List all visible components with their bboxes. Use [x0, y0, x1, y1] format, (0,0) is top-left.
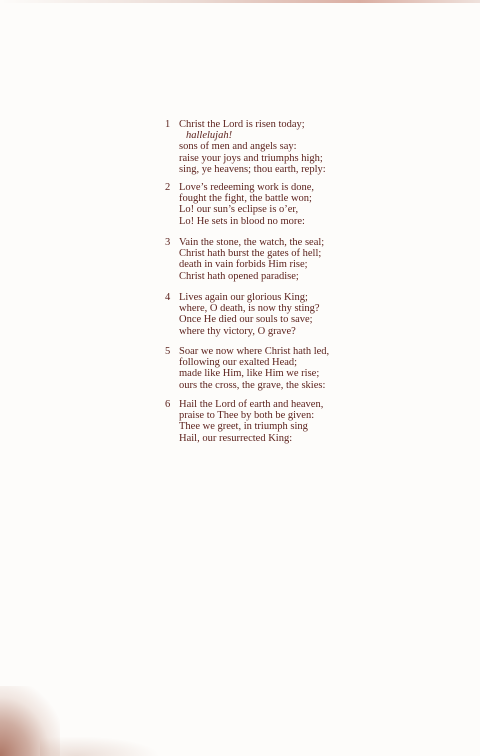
verse-line: Hail the Lord of earth and heaven,: [179, 399, 324, 410]
verse-3: [165, 237, 324, 282]
verse-lines: [179, 182, 314, 227]
verse-line: sing, ye heavens; thou earth, reply:: [179, 163, 326, 175]
verse-line: where thy victory, O grave?: [179, 325, 296, 337]
verse-number: 6: [165, 399, 171, 410]
verse-line: Love’s redeeming work is done,: [179, 182, 315, 193]
verse-lines: [179, 292, 320, 337]
verse-lines: [179, 346, 329, 391]
verse-line: Christ the Lord is risen today;: [179, 119, 305, 130]
verse-2: [165, 182, 314, 227]
verse-line: ours the cross, the grave, the skies:: [179, 379, 326, 391]
verse-number: 1: [165, 119, 171, 130]
verse-line: Hail, our resurrected King:: [179, 432, 293, 444]
verse-lines: [179, 119, 326, 175]
verse-6: [165, 399, 323, 444]
verse-line: Vain the stone, the watch, the seal;: [179, 237, 325, 248]
verse-lines: [179, 237, 324, 282]
verse-number: 2: [165, 182, 171, 193]
verse-1: [165, 119, 326, 175]
page-top-edge: [0, 0, 480, 3]
verse-line: sons of men and angels say:: [179, 141, 297, 153]
verse-number: 5: [165, 346, 171, 357]
verse-lines: [179, 399, 323, 444]
verse-line: death in vain forbids Him rise;: [179, 259, 308, 271]
verse-line: Once He died our souls to save;: [179, 314, 313, 326]
verse-line: Lo! He sets in blood no more:: [179, 215, 305, 227]
verse-line: Christ hath opened paradise;: [179, 270, 299, 282]
verse-line: following our exalted Head;: [179, 357, 298, 369]
bottom-stain: [40, 736, 160, 756]
verse-number: 3: [165, 237, 171, 248]
verse-line: Soar we now where Christ hath led,: [179, 346, 330, 357]
verse-line: raise your joys and triumphs high;: [179, 152, 323, 164]
verse-line: made like Him, like Him we rise;: [179, 368, 320, 380]
verse-line: Lives again our glorious King;: [179, 292, 308, 303]
verse-5: [165, 346, 329, 391]
verse-4: [165, 292, 320, 337]
verse-line: praise to Thee by both be given:: [179, 410, 315, 422]
verse-line: Lo! our sun’s eclipse is o’er,: [179, 204, 299, 216]
refrain-line: hallelujah!: [186, 130, 233, 142]
verse-line: Christ hath burst the gates of hell;: [179, 248, 322, 260]
verse-line: Thee we greet, in triumph sing: [179, 421, 308, 433]
verse-line: fought the fight, the battle won;: [179, 193, 312, 205]
verse-line: where, O death, is now thy sting?: [179, 303, 320, 315]
verse-number: 4: [165, 292, 171, 303]
